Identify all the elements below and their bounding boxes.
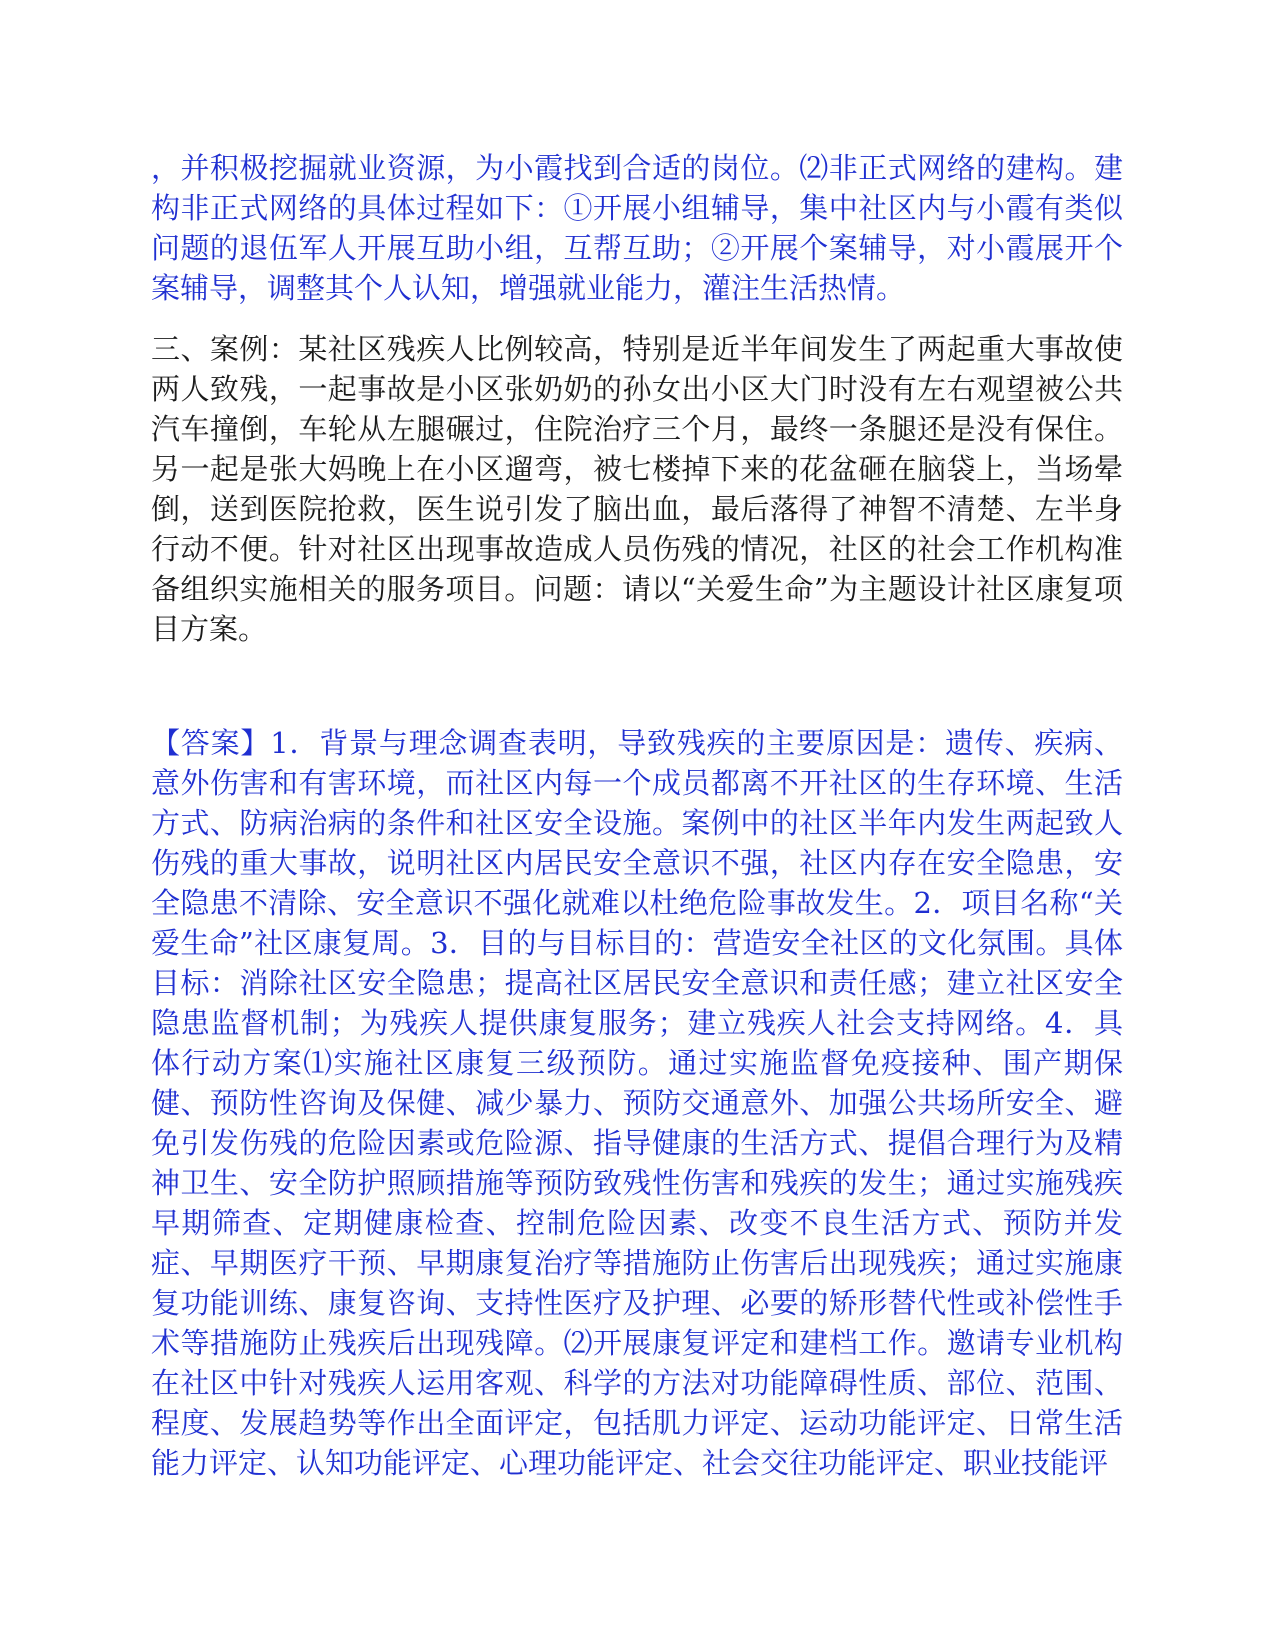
previous-answer-continuation: ，并积极挖掘就业资源，为小霞找到合适的岗位。⑵非正式网络的建构。建构非正式网络的具体过程如下：①开展小组辅导，集中社区内与小霞有类似问题的退伍军人开展互助小组，互帮互助；②开展个案辅导，对小霞展开个案辅导，调整其个人认知，增强就业能力，灌注生活热情。 bbox=[151, 151, 1123, 305]
answer-paragraph: 【答案】1．背景与理念调查表明，导致残疾的主要原因是：遗传、疾病、意外伤害和有害环境，而社区内每一个成员都离不开社区的生存环境、生活方式、防病治病的条件和社区安全设施。案例中的社区半年内发生两起致人伤残的重大事故，说明社区内居民安全意识不强，社区内存在安全隐患，安全隐患不清除、安全意识不强化就难以杜绝危险事故发生。2．项目名称“关爱生命”社区康复周。3．目的与目标目的：营造安全社区的文化氛围。具体目标：消除社区安全隐患；提高社区居民安全意识和责任感；建立社区安全隐患监督机制；为残疾人提供康复服务；建立残疾人社会支持网络。4．具体行动方案⑴实施社区康复三级预防。通过实施监督免疫接种、围产期保健、预防性咨询及保健、减少暴力、预防交通意外、加强公共场所安全、避免引发伤残的危险因素或危险源、指导健康的生活方式、提倡合理行为及精神卫生、安全防护照顾措施等预防致残性伤害和残疾的发生；通过实施残疾早期筛查、定期健康检查、控制危险因素、改变不良生活方式、预防并发症、早期医疗干预、早期康复治疗等措施防止伤害后出现残疾；通过实施康复功能训练、康复咨询、支持性医疗及护理、必要的矫形替代性或补偿性手术等措施防止残疾后出现残障。⑵开展康复评定和建档工作。邀请专业机构在社区中针对残疾人运用客观、科学的方法对功能障碍性质、部位、范围、程度、发展趋势等作出全面评定，包括肌力评定、运动功能评定、日常生活能力评定、认知功能评定、心理功能评定、社会交往功能评定、职业技能评 bbox=[151, 726, 1123, 1480]
question-case-three: 三、案例：某社区残疾人比例较高，特别是近半年间发生了两起重大事故使两人致残，一起事故是小区张奶奶的孙女出小区大门时没有左右观望被公共汽车撞倒，车轮从左腿碾过，住院治疗三个月，最终一条腿还是没有保住。另一起是张大妈晚上在小区遛弯，被七楼掉下来的花盆砸在脑袋上，当场晕倒，送到医院抢救，医生说引发了脑出血，最后落得了神智不清楚、左半身行动不便。针对社区出现事故造成人员伤残的情况，社区的社会工作机构准备组织实施相关的服务项目。问题：请以“关爱生命”为主题设计社区康复项目方案。 bbox=[151, 332, 1123, 646]
